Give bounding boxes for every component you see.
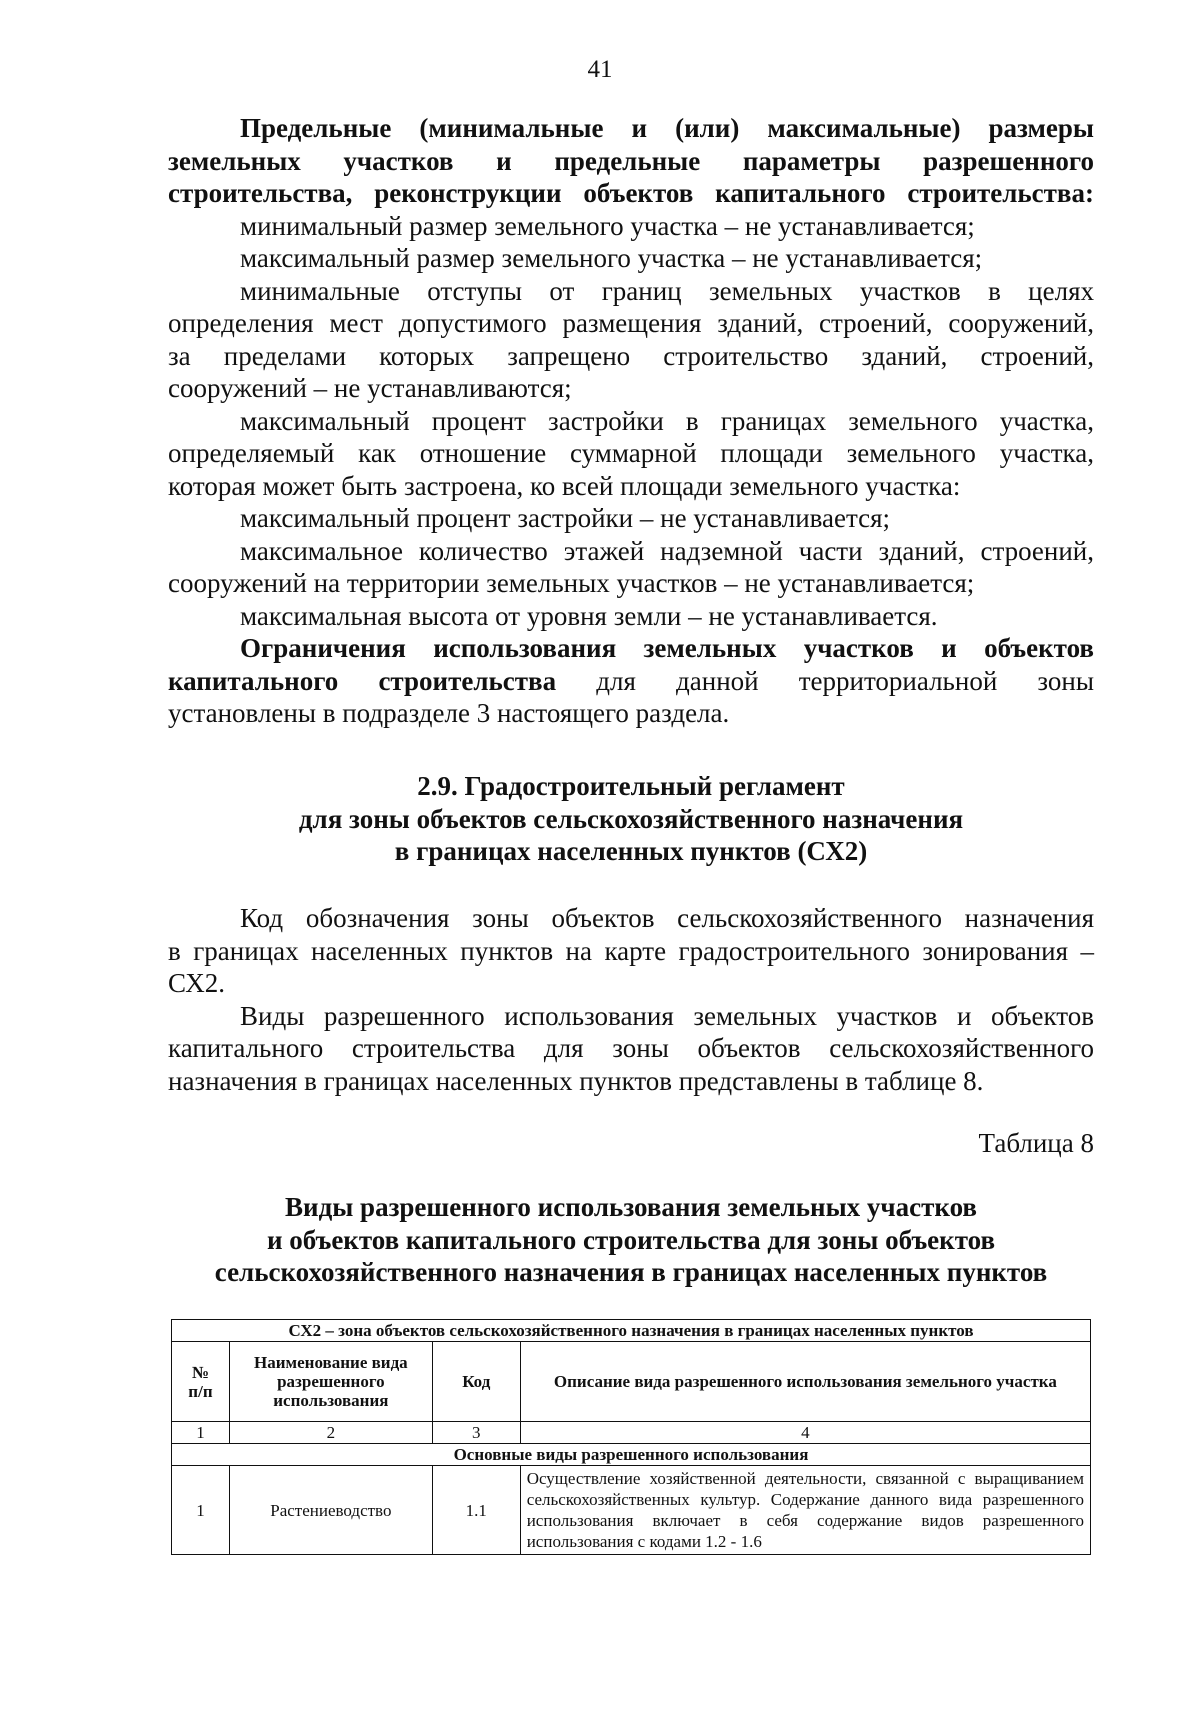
uses-line-2: капитального строительства для зоны объектов сельскохозяйственного	[168, 1033, 1094, 1063]
coverage-line-1: максимальный процент застройки в границах земельного участка,	[240, 405, 1094, 436]
uses-line-1: Виды разрешенного использования земельных участков и объектов	[240, 1000, 1094, 1031]
min-size-text: минимальный размер земельного участка – не устанавливается;	[240, 210, 975, 241]
setbacks-line-3: за пределами которых запрещено строительство зданий, строений,	[168, 340, 1094, 371]
section-title-line-3: в границах населенных пунктов (СХ2)	[394, 836, 868, 866]
code-line-1: Код обозначения зоны объектов сельскохозяйственного назначения	[240, 903, 1094, 933]
page-number: 41	[587, 56, 613, 83]
coverage-line-3: которая может быть застроена, ко всей площади земельного участка:	[168, 470, 961, 501]
col-header-code: Код	[432, 1342, 520, 1422]
table-title-line-1: Виды разрешенного использования земельных участков	[285, 1192, 977, 1222]
section-main-uses: Основные виды разрешенного использования	[172, 1444, 1091, 1466]
limits-heading-line-2: земельных участков и предельные параметры разрешенного	[168, 145, 1094, 176]
setbacks-line-1: минимальные отступы от границ земельных участков в целях	[240, 275, 1094, 306]
row-num: 1	[172, 1466, 230, 1555]
col-header-num	[172, 1342, 230, 1422]
column-header-row	[172, 1342, 1091, 1422]
setbacks-line-2: определения мест допустимого размещения зданий, строений, сооружений,	[168, 308, 1094, 338]
setbacks-line-4: сооружений – не устанавливаются;	[168, 373, 572, 403]
col-header-name: Наименование вида разрешенного использования	[229, 1342, 432, 1422]
col-index: 3	[432, 1422, 520, 1444]
col-index: 2	[229, 1422, 432, 1444]
table-label: Таблица 8	[978, 1128, 1094, 1158]
col-index: 1	[172, 1422, 230, 1444]
section-title-line-1: 2.9. Градостроительный регламент	[417, 771, 845, 801]
height-text: максимальная высота от уровня земли – не устанавливается.	[240, 600, 938, 631]
col-header-desc: Описание вида разрешенного использования земельного участка	[520, 1342, 1090, 1422]
code-line-2: в границах населенных пунктов на карте градостроительного зонирования –	[168, 935, 1094, 966]
coverage-line-2: определяемый как отношение суммарной площади земельного участка,	[168, 438, 1094, 468]
limits-block	[168, 112, 1094, 730]
col-header-num-abbr: п/п	[188, 1381, 213, 1401]
floors-line-2: сооружений на территории земельных участков – не устанавливается;	[168, 568, 975, 598]
limits-heading-line-3: строительства, реконструкции объектов капитального строительства:	[168, 178, 1094, 208]
section-title-line-2: для зоны объектов сельскохозяйственного назначения	[298, 803, 964, 834]
land-use-table	[171, 1319, 1091, 1555]
col-index: 4	[520, 1422, 1090, 1444]
section-body	[168, 902, 1094, 1097]
table-title-line-2: и объектов капитального строительства для зоны объектов	[266, 1224, 996, 1255]
max-size-text: максимальный размер земельного участка – не устанавливается;	[240, 243, 983, 273]
section-row	[172, 1444, 1091, 1466]
table-title	[168, 1191, 1094, 1289]
section-title	[168, 770, 1094, 868]
table-row	[172, 1466, 1091, 1555]
row-name: Растениеводство	[229, 1466, 432, 1555]
floors-line-1: максимальное количество этажей надземной части зданий, строений,	[240, 535, 1094, 566]
row-code: 1.1	[432, 1466, 520, 1555]
zone-header: СХ2 – зона объектов сельскохозяйственного назначения в границах населенных пунктов	[172, 1320, 1091, 1342]
zone-header-row	[172, 1320, 1091, 1342]
code-line-3: СХ2.	[168, 968, 226, 998]
column-index-row	[172, 1422, 1091, 1444]
col-header-num-symbol: №	[191, 1362, 210, 1382]
restrictions-line-3: установлены в подразделе 3 настоящего раздела.	[168, 698, 730, 728]
table-title-line-3: сельскохозяйственного назначения в границах населенных пунктов	[214, 1257, 1048, 1287]
row-desc: Осуществление хозяйственной деятельности, связанной с выращиванием сельскохозяйственных культур. Содержание данного вида разрешенного использования включает в себя содержание видов разрешенного использования с кодами 1.2 - 1.6	[520, 1466, 1090, 1555]
uses-line-3: назначения в границах населенных пунктов представлены в таблице 8.	[168, 1065, 984, 1096]
restrictions-line-2: капитального строительства для данной территориальной зоны	[168, 665, 1094, 696]
restrictions-line-1: Ограничения использования земельных участков и объектов	[240, 633, 1094, 663]
limits-heading-line-1: Предельные (минимальные и (или) максимальные) размеры	[240, 113, 1094, 143]
coverage-value: максимальный процент застройки – не устанавливается;	[240, 503, 891, 533]
